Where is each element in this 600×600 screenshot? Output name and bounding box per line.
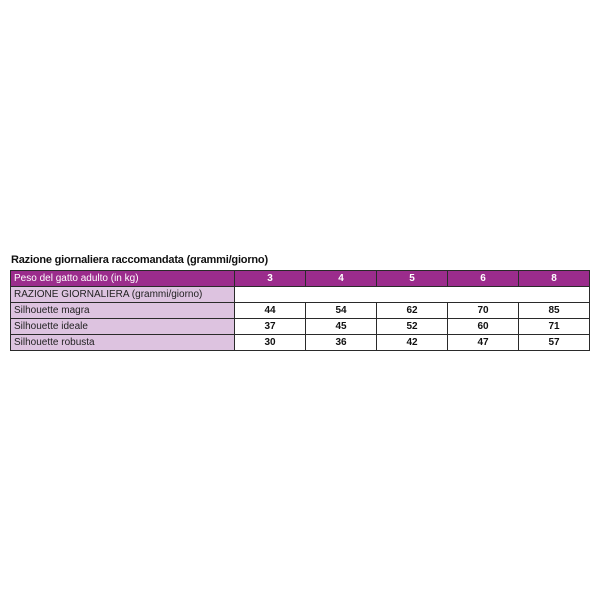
table-header-row — [11, 271, 590, 287]
table-cell: 45 — [306, 319, 377, 335]
table-cell: 71 — [519, 319, 590, 335]
table-subheader-row — [11, 287, 590, 303]
table-cell: 54 — [306, 303, 377, 319]
weight-header-cell: 3 — [235, 271, 306, 287]
ration-table — [10, 270, 590, 351]
table-cell: 70 — [448, 303, 519, 319]
weight-header-label: Peso del gatto adulto (in kg) — [11, 271, 235, 287]
row-label: Silhouette magra — [11, 303, 235, 319]
weight-header-cell: 6 — [448, 271, 519, 287]
table-row — [11, 319, 590, 335]
table-cell: 52 — [377, 319, 448, 335]
table-row — [11, 303, 590, 319]
weight-header-cell: 4 — [306, 271, 377, 287]
table-cell: 62 — [377, 303, 448, 319]
row-label: Silhouette robusta — [11, 335, 235, 351]
row-label: Silhouette ideale — [11, 319, 235, 335]
daily-ration-subheader: RAZIONE GIORNALIERA (grammi/giorno) — [11, 287, 235, 303]
table-row — [11, 335, 590, 351]
table-cell: 37 — [235, 319, 306, 335]
subheader-empty-cell — [235, 287, 590, 303]
table-cell: 30 — [235, 335, 306, 351]
table-cell: 44 — [235, 303, 306, 319]
weight-header-cell: 8 — [519, 271, 590, 287]
table-cell: 42 — [377, 335, 448, 351]
table-cell: 57 — [519, 335, 590, 351]
weight-header-cell: 5 — [377, 271, 448, 287]
table-cell: 47 — [448, 335, 519, 351]
table-cell: 85 — [519, 303, 590, 319]
table-cell: 36 — [306, 335, 377, 351]
table-title: Razione giornaliera raccomandata (grammi/giorno) — [11, 254, 268, 266]
table-cell: 60 — [448, 319, 519, 335]
